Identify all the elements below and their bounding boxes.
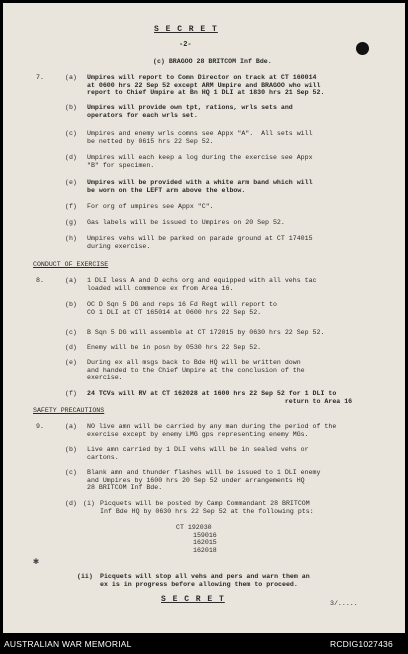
para8-item-3-line-0: Enemy will be in posn by 0530 hrs 22 Sep 52. (87, 344, 262, 351)
continuation-marker: 3/..... (330, 600, 358, 607)
para8-item-4-line-2: exercise. (87, 374, 123, 382)
para8-item-5-line-0: 24 TCVs will RV at CT 162028 at 1600 hrs 22 Sep 52 for 1 DLI to (87, 390, 337, 397)
para8-item-4-label: (e) (65, 359, 77, 366)
para9-item-0-line-1: exercise except by enemy LMG gps representing enemy MGs. (87, 430, 309, 438)
picquet-point-3: 162018 (193, 546, 217, 554)
footer-id: RCDIG1027436 (330, 639, 393, 649)
para7-item-5-line-0: For org of umpires see Appx "C". (87, 203, 214, 210)
para7-item-4-line-0: Umpires will be provided with a white arm band which will (87, 179, 313, 186)
para8-item-0-line-1: loaded will commence ex from Area 16. (87, 284, 234, 292)
para9-item-3-line-1: Inf Bde HQ by 0630 hrs 22 Sep 52 at the following pts: (100, 507, 314, 515)
para8-item-1-line-0: OC D Sqn 5 DG and reps 16 Fd Regt will report to (87, 301, 277, 308)
para8-item-3-label: (d) (65, 344, 77, 351)
para7-item-4-label: (e) (65, 179, 77, 186)
para7-item-4-line-1: be worn on the LEFT arm above the elbow. (87, 186, 246, 194)
para9-item-1-label: (b) (65, 446, 77, 453)
para8-item-0-label: (a) (65, 277, 77, 284)
para7-item-7-line-1: during exercise. (87, 242, 151, 250)
para7-item-1-line-1: operators for each wrls set. (87, 111, 198, 119)
item-d-ii-label: (ii) (77, 573, 93, 580)
para7-item-1-label: (b) (65, 104, 77, 111)
para7-item-1-line-0: Umpires will provide own tpt, rations, wrls sets and (87, 104, 293, 111)
para7-item-2-label: (c) (65, 130, 77, 137)
para7-item-2-line-0: Umpires and enemy wrls comns see Appx "A". All sets will (87, 130, 313, 137)
para7-item-7-label: (h) (65, 235, 77, 242)
para-9-number: 9. (36, 423, 44, 430)
para9-item-3-line-0: Picquets will be posted by Camp Commandant 28 BRITCOM (100, 500, 310, 507)
item-d-ii-line-2: ex is in progress before allowing them to proceed. (100, 581, 298, 588)
para7-item-3-line-0: Umpires will each keep a log during the exercise see Appx (87, 154, 313, 161)
para8-item-4-line-1: and handed to the Chief Umpire at the conclusion of the (87, 366, 305, 374)
para8-item-2-label: (c) (65, 329, 77, 336)
para9-item-2-line-1: and Umpires by 1600 hrs 20 Sep 52 under arrangements HQ (87, 476, 305, 484)
para7-item-3-label: (d) (65, 154, 77, 161)
para7-item-0-label: (a) (65, 74, 77, 81)
para7-item-6-label: (g) (65, 219, 77, 226)
unit-reference: (c) BRAGOO 28 BRITCOM Inf Bde. (153, 58, 272, 65)
document-page (3, 3, 405, 633)
handwritten-tick-mark: ✱ (33, 557, 40, 568)
para8-item-5-line-1: return to Area 16 (87, 397, 353, 405)
classification-top: S E C R E T (154, 25, 218, 34)
para9-item-1-line-1: cartons. (87, 453, 119, 461)
para9-item-0-label: (a) (65, 423, 77, 430)
para-7-number: 7. (36, 74, 44, 81)
para7-item-6-line-0: Gas labels will be issued to Umpires on 20 Sep 52. (87, 219, 285, 226)
para9-item-3-label: (d) (65, 500, 77, 507)
para8-item-0-line-0: 1 DLI less A and D echs org and equipped with all vehs tac (87, 277, 317, 284)
para9-item-2-line-2: 28 BRITCOM Inf Bde. (87, 484, 163, 492)
para7-item-0-line-1: at 0600 hrs 22 Sep 52 except ARM Umpire and BRAGOO who will (87, 81, 321, 89)
para8-item-4-line-0: During ex all msgs back to Bde HQ will be written down (87, 359, 301, 366)
footer-source: AUSTRALIAN WAR MEMORIAL (4, 639, 132, 649)
para7-item-0-line-2: report to Chief Umpire at Bn HQ 1 DLI at 1830 hrs 21 Sep 52. (87, 89, 325, 97)
safety-heading: SAFETY PRECAUTIONS (33, 407, 105, 414)
para8-item-1-line-1: CO 1 DLI at CT 165014 at 0600 hrs 22 Sep 52. (87, 308, 262, 316)
para7-item-0-line-0: Umpires will report to Comn Director on track at CT 160014 (87, 74, 317, 81)
para7-item-2-line-1: be netted by 0615 hrs 22 Sep 52. (87, 137, 214, 145)
para9-item-3-sublabel: (i) (83, 500, 95, 507)
classification-bottom: S E C R E T (161, 595, 225, 604)
picquet-point-1: 159016 (193, 531, 217, 539)
para8-item-1-label: (b) (65, 301, 77, 308)
para9-item-0-line-0: NO live amn will be carried by any man during the period of the (87, 423, 337, 430)
conduct-heading: CONDUCT OF EXERCISE (33, 261, 109, 268)
picquet-point-0: CT 192030 (176, 524, 212, 531)
para7-item-7-line-0: Umpires vehs will be parked on parade ground at CT 174015 (87, 235, 313, 242)
item-d-ii-line-1: Picquets will stop all vehs and pers and warn them an (100, 573, 310, 580)
para7-item-3-line-1: "B" for specimen. (87, 161, 155, 169)
picquet-point-2: 162015 (193, 539, 217, 547)
punch-hole-mark (356, 42, 369, 55)
para7-item-5-label: (f) (65, 203, 77, 210)
para-8-number: 8. (36, 277, 44, 284)
page-marker: -2- (179, 41, 192, 49)
para8-item-5-label: (f) (65, 390, 77, 397)
para9-item-2-line-0: Blank amn and thunder flashes will be issued to 1 DLI enemy (87, 469, 321, 476)
para9-item-2-label: (c) (65, 469, 77, 476)
para8-item-2-line-0: B Sqn 5 DG will assemble at CT 172015 by 0630 hrs 22 Sep 52. (87, 329, 325, 336)
para9-item-1-line-0: Live amn carried by 1 DLI vehs will be in sealed vehs or (87, 446, 309, 453)
